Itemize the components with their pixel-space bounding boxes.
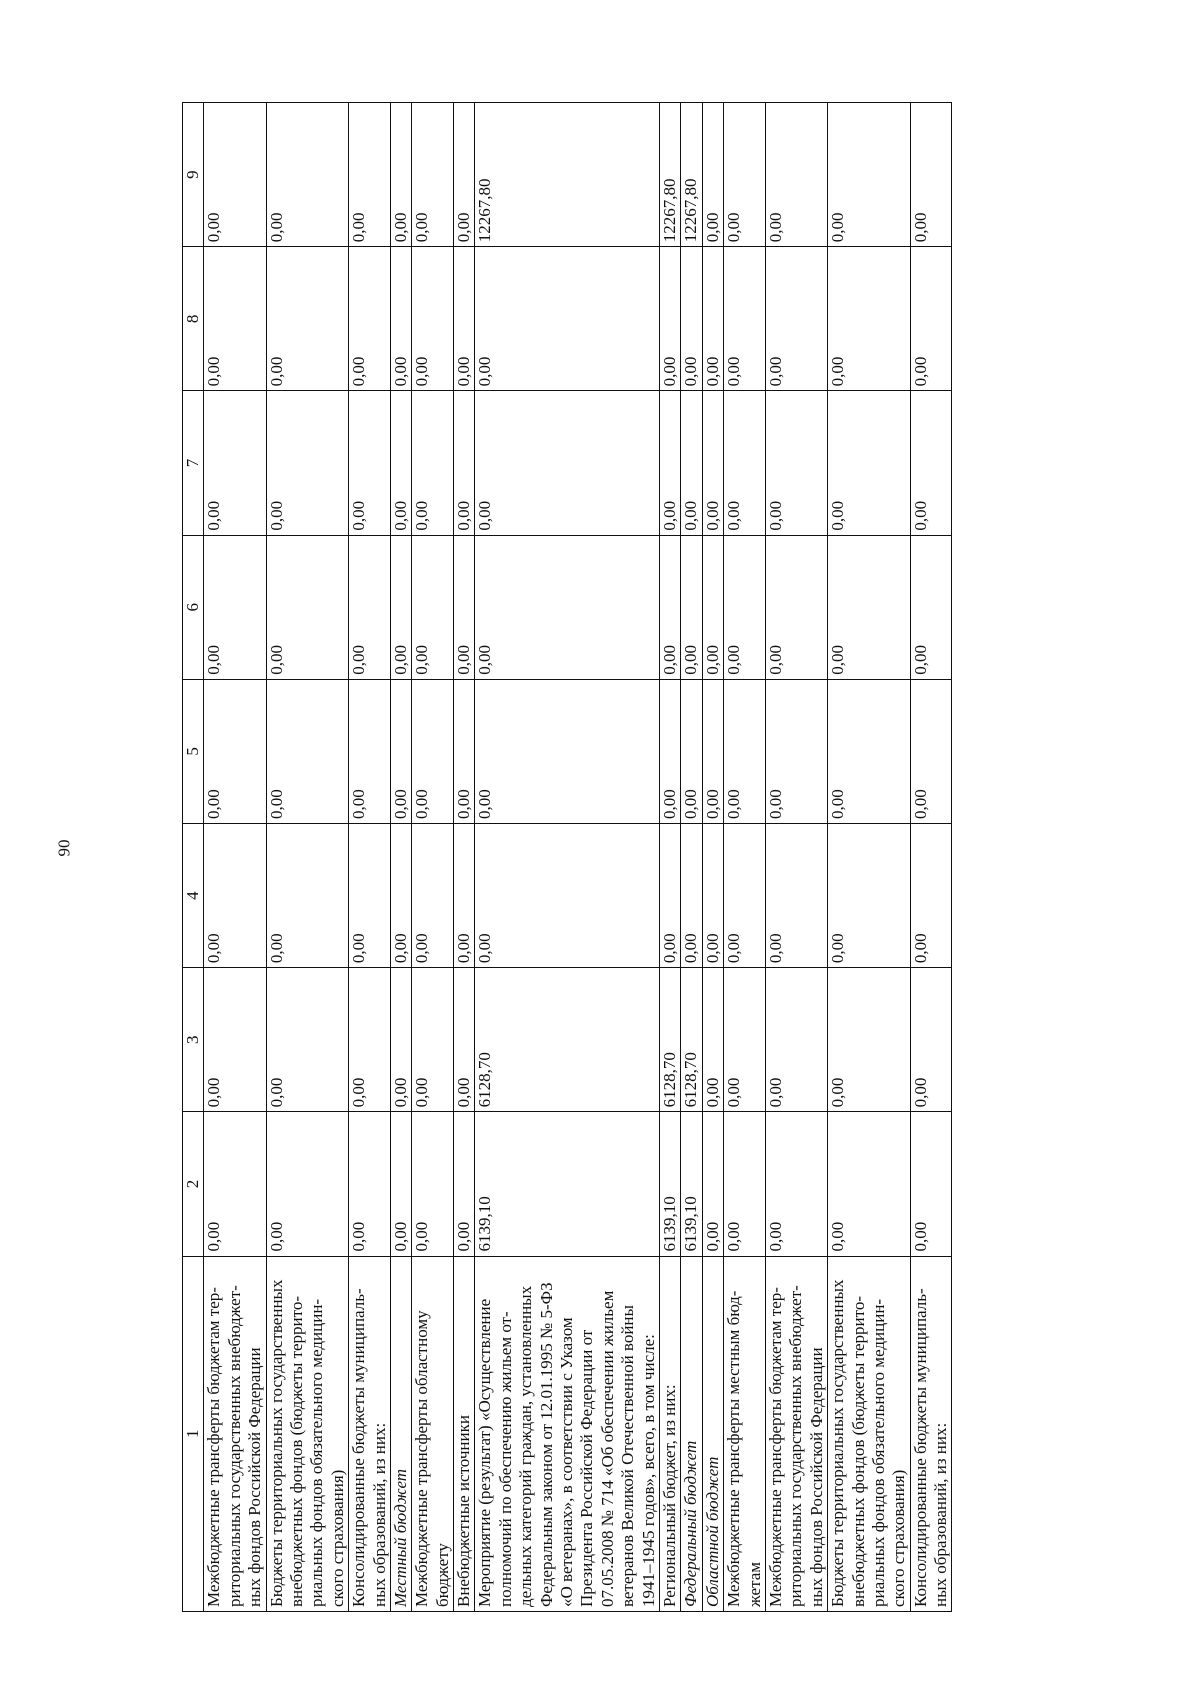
cell-value: 0,00 (349, 247, 391, 391)
cell-value: 0,00 (659, 247, 680, 391)
cell-value: 0,00 (349, 679, 391, 823)
cell-value: 0,00 (828, 1112, 911, 1256)
cell-value: 0,00 (454, 968, 475, 1112)
cell-value: 0,00 (724, 679, 766, 823)
cell-value: 0,00 (910, 535, 952, 679)
table-row (266, 103, 349, 1612)
cell-value: 0,00 (702, 1112, 723, 1256)
cell-value: 0,00 (390, 247, 411, 391)
cell-value: 0,00 (828, 679, 911, 823)
cell-value: 0,00 (765, 391, 827, 535)
cell-value: 0,00 (702, 823, 723, 967)
cell-value: 0,00 (765, 823, 827, 967)
cell-value: 0,00 (412, 247, 454, 391)
column-header-6: 6 (183, 535, 204, 679)
cell-value: 0,00 (390, 103, 411, 247)
cell-value: 0,00 (412, 391, 454, 535)
table-row (412, 103, 454, 1612)
cell-value: 0,00 (390, 679, 411, 823)
column-header-7: 7 (183, 391, 204, 535)
row-label: Региональный бюджет, из них: (659, 1256, 680, 1611)
cell-value: 0,00 (390, 391, 411, 535)
page-number: 90 (54, 839, 74, 857)
cell-value: 0,00 (390, 968, 411, 1112)
cell-value: 0,00 (266, 823, 349, 967)
cell-value: 0,00 (266, 968, 349, 1112)
cell-value: 6139,10 (681, 1112, 702, 1256)
cell-value: 0,00 (204, 679, 266, 823)
cell-value: 0,00 (454, 1112, 475, 1256)
table-row (475, 103, 660, 1612)
cell-value: 0,00 (204, 391, 266, 535)
column-header-4: 4 (183, 823, 204, 967)
header-row (183, 103, 204, 1612)
cell-value: 0,00 (681, 823, 702, 967)
cell-value: 6128,70 (659, 968, 680, 1112)
cell-value: 0,00 (724, 968, 766, 1112)
cell-value: 0,00 (724, 823, 766, 967)
cell-value: 0,00 (475, 247, 660, 391)
cell-value: 0,00 (454, 679, 475, 823)
table-body (204, 103, 952, 1612)
cell-value: 0,00 (828, 968, 911, 1112)
row-label: Межбюджетные трансферты бюджетам тер-риториальных государственных внебюджет-ных фондов Российской Федерации (204, 1256, 266, 1611)
cell-value: 0,00 (659, 823, 680, 967)
column-header-1: 1 (183, 1256, 204, 1611)
cell-value: 0,00 (454, 247, 475, 391)
cell-value: 6128,70 (681, 968, 702, 1112)
cell-value: 0,00 (349, 535, 391, 679)
cell-value: 0,00 (266, 247, 349, 391)
cell-value: 0,00 (266, 103, 349, 247)
cell-value: 0,00 (349, 968, 391, 1112)
cell-value: 6128,70 (475, 968, 660, 1112)
cell-value: 0,00 (724, 535, 766, 679)
row-label: Внебюджетные источники (454, 1256, 475, 1611)
cell-value: 0,00 (910, 391, 952, 535)
table-row (681, 103, 702, 1612)
cell-value: 0,00 (828, 391, 911, 535)
cell-value: 0,00 (910, 823, 952, 967)
cell-value: 0,00 (659, 535, 680, 679)
cell-value: 0,00 (910, 103, 952, 247)
table-row (454, 103, 475, 1612)
table-row (702, 103, 723, 1612)
row-label: Межбюджетные трансферты бюджетам тер-риториальных государственных внебюджет-ных фондов Российской Федерации (765, 1256, 827, 1611)
cell-value: 0,00 (475, 535, 660, 679)
cell-value: 0,00 (266, 535, 349, 679)
cell-value: 0,00 (204, 535, 266, 679)
cell-value: 0,00 (266, 679, 349, 823)
cell-value: 0,00 (828, 247, 911, 391)
cell-value: 0,00 (765, 247, 827, 391)
cell-value: 0,00 (454, 391, 475, 535)
cell-value: 0,00 (724, 1112, 766, 1256)
table-row (724, 103, 766, 1612)
column-header-2: 2 (183, 1112, 204, 1256)
cell-value: 0,00 (349, 391, 391, 535)
row-label: Федеральный бюджет (681, 1256, 702, 1611)
cell-value: 0,00 (204, 1112, 266, 1256)
cell-value: 0,00 (475, 823, 660, 967)
cell-value: 0,00 (412, 679, 454, 823)
cell-value: 0,00 (702, 247, 723, 391)
cell-value: 0,00 (681, 391, 702, 535)
cell-value: 0,00 (659, 391, 680, 535)
cell-value: 0,00 (349, 103, 391, 247)
cell-value: 0,00 (204, 247, 266, 391)
row-label: Межбюджетные трансферты областному бюджету (412, 1256, 454, 1611)
cell-value: 0,00 (659, 679, 680, 823)
column-header-5: 5 (183, 679, 204, 823)
cell-value: 0,00 (910, 679, 952, 823)
rotated-table-container (182, 102, 1072, 1612)
cell-value: 0,00 (454, 535, 475, 679)
cell-value: 0,00 (475, 391, 660, 535)
cell-value: 0,00 (702, 679, 723, 823)
cell-value: 0,00 (681, 535, 702, 679)
cell-value: 0,00 (702, 103, 723, 247)
cell-value: 0,00 (412, 1112, 454, 1256)
row-label: Бюджеты территориальных государственных внебюджетных фондов (бюджеты террито-риальных фондов обязательного медицин-ского страхования) (266, 1256, 349, 1611)
cell-value: 0,00 (765, 679, 827, 823)
cell-value: 0,00 (828, 535, 911, 679)
cell-value: 0,00 (828, 823, 911, 967)
cell-value: 0,00 (454, 823, 475, 967)
cell-value: 0,00 (349, 1112, 391, 1256)
cell-value: 12267,80 (659, 103, 680, 247)
cell-value: 0,00 (724, 247, 766, 391)
row-label: Консолидированные бюджеты муниципаль-ных образований, из них: (910, 1256, 952, 1611)
cell-value: 0,00 (910, 247, 952, 391)
cell-value: 0,00 (390, 823, 411, 967)
table-header (183, 103, 204, 1612)
table-row (390, 103, 411, 1612)
cell-value: 0,00 (266, 391, 349, 535)
cell-value: 0,00 (724, 391, 766, 535)
cell-value: 0,00 (412, 968, 454, 1112)
cell-value: 0,00 (910, 968, 952, 1112)
cell-value: 0,00 (412, 103, 454, 247)
row-label: Местный бюджет (390, 1256, 411, 1611)
cell-value: 0,00 (204, 968, 266, 1112)
cell-value: 0,00 (765, 535, 827, 679)
cell-value: 6139,10 (475, 1112, 660, 1256)
row-label: Мероприятие (результат) «Осуществление полномочий по обеспечению жильем от-дельных категорий граждан, установленных Федеральным законом от 12.01.1995 № 5-ФЗ «О ветеранах», в соответствии с Указом Президента Российской Федерации от 07.05.2008 № 714 «Об обеспечении жильем ветеранов Великой Отечественной войны 1941–1945 годов», всего, в том числе: (475, 1256, 660, 1611)
cell-value: 0,00 (765, 103, 827, 247)
cell-value: 0,00 (390, 535, 411, 679)
column-header-9: 9 (183, 103, 204, 247)
cell-value: 0,00 (412, 535, 454, 679)
cell-value: 0,00 (204, 823, 266, 967)
cell-value: 6139,10 (659, 1112, 680, 1256)
cell-value: 12267,80 (681, 103, 702, 247)
cell-value: 0,00 (702, 391, 723, 535)
table-row (349, 103, 391, 1612)
row-label: Областной бюджет (702, 1256, 723, 1611)
cell-value: 0,00 (702, 535, 723, 679)
cell-value: 0,00 (702, 968, 723, 1112)
table-row (765, 103, 827, 1612)
table-row (204, 103, 266, 1612)
table-row (910, 103, 952, 1612)
row-label: Бюджеты территориальных государственных внебюджетных фондов (бюджеты террито-риальных фондов обязательного медицин-ского страхования) (828, 1256, 911, 1611)
column-header-8: 8 (183, 247, 204, 391)
cell-value: 0,00 (475, 679, 660, 823)
cell-value: 0,00 (349, 823, 391, 967)
cell-value: 0,00 (454, 103, 475, 247)
cell-value: 0,00 (681, 247, 702, 391)
table-row (659, 103, 680, 1612)
cell-value: 0,00 (828, 103, 911, 247)
cell-value: 0,00 (724, 103, 766, 247)
cell-value: 0,00 (765, 968, 827, 1112)
table-row (828, 103, 911, 1612)
cell-value: 0,00 (681, 679, 702, 823)
cell-value: 0,00 (266, 1112, 349, 1256)
row-label: Консолидированные бюджеты муниципаль-ных образований, из них: (349, 1256, 391, 1611)
cell-value: 12267,80 (475, 103, 660, 247)
cell-value: 0,00 (765, 1112, 827, 1256)
cell-value: 0,00 (390, 1112, 411, 1256)
budget-table (182, 102, 952, 1612)
cell-value: 0,00 (910, 1112, 952, 1256)
cell-value: 0,00 (412, 823, 454, 967)
column-header-3: 3 (183, 968, 204, 1112)
cell-value: 0,00 (204, 103, 266, 247)
row-label: Межбюджетные трансферты местным бюд-жетам (724, 1256, 766, 1611)
